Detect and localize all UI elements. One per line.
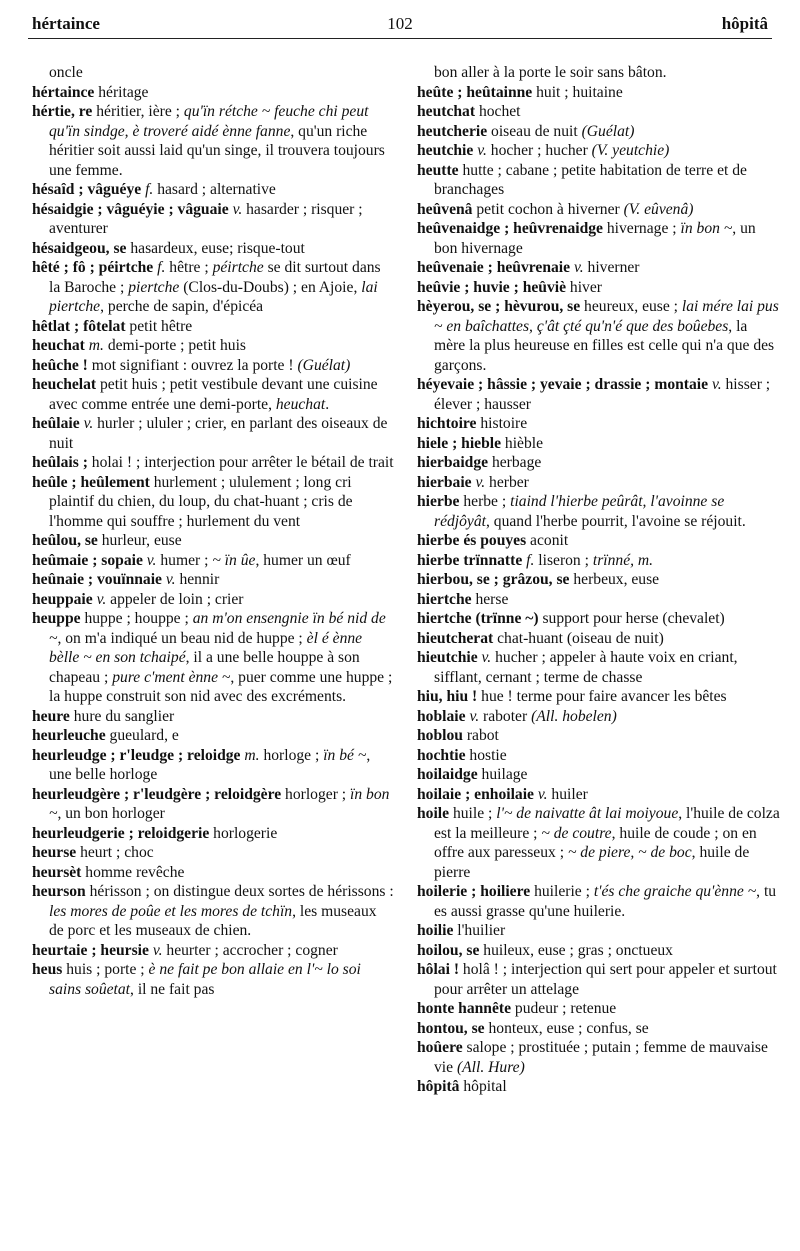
- page-header: [28, 14, 772, 39]
- dictionary-entry: heurson hérisson ; on distingue deux sortes de hérissons : les mores de poûe et les mores de tchïn, les museaux de porc et les museaux de chien.: [32, 883, 394, 939]
- dictionary-entry: hoûere salope ; prostituée ; putain ; femme de mauvaise vie (All. Hure): [417, 1039, 768, 1076]
- dictionary-entry: hoblou rabot: [417, 727, 499, 744]
- running-head-right: hôpitâ: [721, 14, 768, 33]
- dictionary-entry: heurleuche gueulard, e: [32, 727, 179, 744]
- dictionary-entry: hiu, hiu ! hue ! terme pour faire avancer les bêtes: [417, 688, 727, 705]
- dictionary-entry: heûvenaidge ; heûvrenaidge hivernage ; ïn bon ~, un bon hivernage: [417, 220, 756, 257]
- dictionary-entry: heûte ; heûtainne huit ; huitaine: [417, 83, 623, 101]
- dictionary-entry: oncle: [49, 64, 83, 81]
- dictionary-entry: hoilerie ; hoiliere huilerie ; t'és che graiche qu'ènne ~, tu es aussi grasse qu'une huilerie.: [417, 883, 777, 920]
- dictionary-entry: heure hure du sanglier: [32, 707, 175, 725]
- left-column: [32, 63, 395, 999]
- dictionary-entry: heûlaie v. hurler ; ululer ; crier, en parlant des oiseaux de nuit: [32, 415, 388, 452]
- dictionary-entry: heûmaie ; sopaie v. humer ; ~ ïn ûe, humer un œuf: [32, 551, 351, 569]
- dictionary-entry: heutchat hochet: [417, 103, 521, 120]
- dictionary-entry: hieutchie v. hucher ; appeler à haute voix en criant, sifflant, cernant ; terme de chasse: [417, 649, 738, 686]
- dictionary-entry: hieutcherat chat-huant (oiseau de nuit): [417, 629, 664, 647]
- dictionary-entry: heûche ! mot signifiant : ouvrez la porte ! (Guélat): [32, 356, 351, 374]
- dictionary-entry: heutchie v. hocher ; hucher (V. yeutchie): [417, 142, 670, 159]
- dictionary-entry: hésaîd ; vâguéye f. hasard ; alternative: [32, 181, 276, 198]
- dictionary-entry: heûnaie ; vouïnnaie v. hennir: [32, 571, 220, 588]
- dictionary-entry: heus huis ; porte ; è ne fait pe bon allaie en l'~ lo soi sains soûetat, il ne fait pas: [32, 961, 361, 998]
- dictionary-entry: heurleudgère ; r'leudgère ; reloidgère horloger ; ïn bon ~, un bon horloger: [32, 785, 390, 822]
- dictionary-entry: hértaince héritage: [32, 83, 149, 101]
- dictionary-entry: hierbe és pouyes aconit: [417, 532, 569, 549]
- dictionary-entry: hiele ; hieble hièble: [417, 434, 544, 452]
- dictionary-entry: hontou, se honteux, euse ; confus, se: [417, 1019, 649, 1037]
- dictionary-entry: heurleudgerie ; reloidgerie horlogerie: [32, 824, 278, 842]
- dictionary-entry: hésaidgie ; vâguéyie ; vâguaie v. hasarder ; risquer ; aventurer: [32, 200, 363, 237]
- dictionary-entry: hôlai ! holâ ! ; interjection qui sert pour appeler et surtout pour arrêter un attelage: [417, 961, 777, 998]
- dictionary-entry: héyevaie ; hâssie ; yevaie ; drassie ; montaie v. hisser ; élever ; hausser: [417, 376, 771, 413]
- dictionary-entry: hiertche herse: [417, 590, 509, 608]
- dictionary-entry: hésaidgeou, se hasardeux, euse; risque-tout: [32, 239, 305, 257]
- dictionary-entry: heûlais ; holai ! ; interjection pour arrêter le bétail de trait: [32, 454, 394, 471]
- dictionary-entry: hochtie hostie: [417, 746, 507, 764]
- dictionary-entry: hoblaie v. raboter (All. hobelen): [417, 707, 617, 725]
- dictionary-entry: hértie, re héritier, ière ; qu'ïn rétche ~ feuche chi peut qu'ïn sindge, è troveré aidé ènne fanne, qu'un riche héritier soit aussi laid qu'un singe, il trouvera toujours une femme.: [32, 103, 385, 179]
- dictionary-entry: heûvenâ petit cochon à hiverner (V. eûvenâ): [417, 200, 694, 218]
- dictionary-entry: hierbaie v. herber: [417, 473, 529, 491]
- dictionary-entry: heuchelat petit huis ; petit vestibule devant une cuisine avec comme entrée une demi-porte, heuchat.: [32, 376, 378, 413]
- dictionary-entry: hichtoire histoire: [417, 415, 528, 432]
- dictionary-entry: hiertche (trïnne ~) support pour herse (chevalet): [417, 610, 725, 627]
- dictionary-entry: heûle ; heûlement hurlement ; ululement ; long cri plaintif du chien, du loup, du chat-huant ; cris de l'homme qui souffre ; hurlement du vent: [32, 473, 353, 530]
- dictionary-entry: hierbe herbe ; tiaind l'hierbe peûrât, l'avoinne se rédjôyât, quand l'herbe pourrit, l'avoine se réjouit.: [417, 493, 746, 530]
- page-number: 102: [387, 14, 413, 33]
- dictionary-entry: heutte hutte ; cabane ; petite habitation de terre et de branchages: [417, 161, 747, 198]
- dictionary-entry: hoilaidge huilage: [417, 766, 528, 783]
- dictionary-entry: hoile huile ; l'~ de naivatte ât lai moiyoue, l'huile de colza est la meilleure ; ~ de coutre, huile de coude ; on en offre aux paresseux ; ~ de piere, ~ de boc, huile de pierre: [417, 805, 780, 881]
- dictionary-entry: hierbaidge herbage: [417, 454, 542, 471]
- dictionary-entry: hêtlat ; fôtelat petit hêtre: [32, 317, 193, 335]
- dictionary-entry: hèyerou, se ; hèvurou, se heureux, euse ; lai mére lai pus ~ en baîchattes, ç'ât çté qu'n'é que des boûebes, la mère la plus heureuse en filles est celle qui n'a que des garçons.: [417, 298, 779, 374]
- dictionary-entry: heuppe huppe ; houppe ; an m'on ensengnie ïn bé nid de ~, on m'a indiqué un beau nid de huppe ; èl é ènne bèlle ~ en son tchaipé, il a une belle houppe à son chapeau ; pure c'ment ènne ~, puer comme une huppe ; la huppe construit son nid avec des excréments.: [32, 610, 393, 705]
- dictionary-entry: heûvenaie ; heûvrenaie v. hiverner: [417, 259, 640, 276]
- dictionary-entry: heutcherie oiseau de nuit (Guélat): [417, 122, 635, 140]
- dictionary-entry: hoilie l'huilier: [417, 922, 506, 939]
- dictionary-entry: heûlou, se hurleur, euse: [32, 532, 182, 549]
- dictionary-entry: hoilou, se huileux, euse ; gras ; onctueux: [417, 941, 673, 959]
- right-column: [417, 63, 780, 1097]
- dictionary-entry: honte hannête pudeur ; retenue: [417, 1000, 617, 1017]
- dictionary-entry: heurse heurt ; choc: [32, 844, 154, 861]
- dictionary-entry: hierbou, se ; grâzou, se herbeux, euse: [417, 571, 660, 588]
- dictionary-entry: hôpitâ hôpital: [417, 1078, 507, 1095]
- dictionary-entry: hoilaie ; enhoilaie v. huiler: [417, 785, 588, 803]
- dictionary-entry: heûvie ; huvie ; heûviè hiver: [417, 278, 602, 296]
- dictionary-entry: hêté ; fô ; péirtche f. hêtre ; péirtche se dit surtout dans la Baroche ; piertche (Clos-du-Doubs) ; en Ajoie, lai piertche, perche de sapin, d'épicéa: [32, 259, 381, 315]
- dictionary-entry: heurtaie ; heursie v. heurter ; accrocher ; cogner: [32, 941, 338, 959]
- dictionary-entry: heuppaie v. appeler de loin ; crier: [32, 590, 244, 608]
- dictionary-entry: heursèt homme revêche: [32, 863, 185, 881]
- dictionary-entry: hierbe trïnnatte f. liseron ; trïnné, m.: [417, 551, 654, 569]
- dictionary-entry: heuchat m. demi-porte ; petit huis: [32, 337, 246, 354]
- running-head-left: hértaince: [32, 14, 100, 33]
- dictionary-entry: bon aller à la porte le soir sans bâton.: [434, 64, 667, 81]
- dictionary-entry: heurleudge ; r'leudge ; reloidge m. horloge ; ïn bé ~, une belle horloge: [32, 746, 371, 783]
